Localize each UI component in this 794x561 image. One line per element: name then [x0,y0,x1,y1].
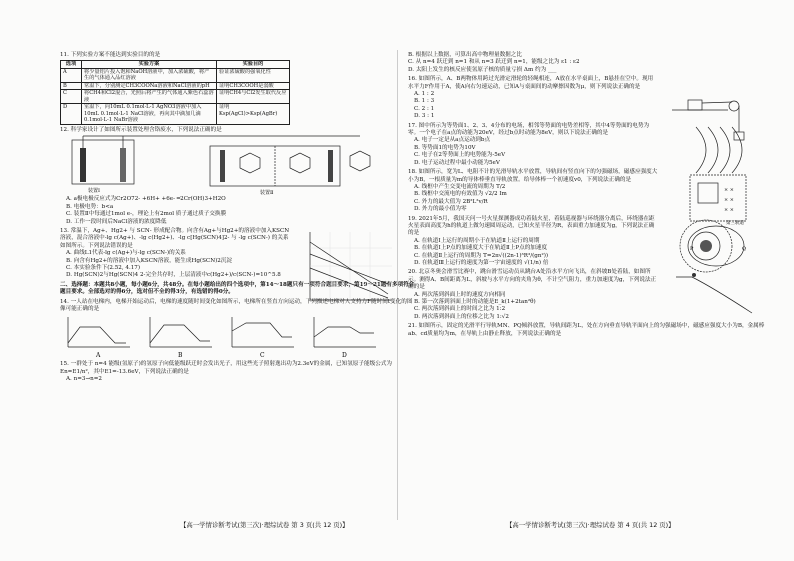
table-row [61,82,290,90]
table-cell: C [61,90,82,104]
question-18 [408,169,766,213]
question-11 [60,52,418,125]
question-14-stem: 14. 一人站在电梯内，电梯开始运动后，电梯的速度随时间变化如图所示，电梯所在竖直方向运动，下列描述电梯对人支持力F随时间t变化的图像可能正确的是 [60,298,413,312]
concentration-line-graph [300,228,396,310]
question-15 [60,361,418,383]
table-cell: 将CH4和Cl2混合，光照后将产生的气体通入紫色石蕊溶液 [82,90,217,104]
grid-lines [310,232,392,300]
field-cross-icon: × × [724,207,734,214]
table-row [61,68,290,82]
table-cell: 室温下，向10mL 0.1mol·L-1 AgNO3溶液中加入10mL 0.1mol·L-1 NaCl溶液，再向其中滴加几滴0.1mol·L-1 NaBr溶液 [82,104,217,125]
question-16-option-d: D. 3 : 1 [414,113,435,120]
question-17-option-a: A. 电子一定是从a点运动到b点 [414,137,491,144]
question-12-option-d: D. 工作一段时间后NaCl溶液的浓度降低 [66,218,167,225]
table-cell: D [61,104,82,125]
question-20-option-a: A. 两次落到斜面上时的速度方向相同 [414,291,506,298]
table-cell: 常温下，分别测定CH3COONa溶液和NaCl溶液的pH [82,82,217,90]
curve-l1 [310,242,388,294]
table-cell: B [61,82,82,90]
equipotential-line-1 [696,127,706,173]
question-12-option-b: B. 电极电势：b<a [66,203,114,210]
question-20-option-d: D. 两次落到斜面上的位移之比为 1:√2 [414,313,509,320]
question-19-option-d: D. 在轨道Ⅲ上运行的速度为第一宇宙速度的 √(1/n) 倍 [414,259,549,266]
electrode-d [328,150,333,182]
curve-l3 [310,268,388,298]
question-18-option-a: A. 线框中产生交变电流的周期为 T/2 [414,183,506,190]
question-12-option-a: A. a极电极反应式为Cr2O72- +6H+ +6e- ═2Cr(OH)3+H2O [66,196,226,203]
pulley-icon [729,101,739,111]
equipotential-line-2 [708,127,718,173]
question-11-stem: 11. 下列实验方案不能达到实验目的的是 [60,52,161,58]
force-time-graphs [60,313,390,359]
graph-a [68,317,130,359]
curve-l2 [310,254,388,284]
question-20-stem: 20. 北京冬奥会滑雪比赛中，跳台滑雪运动员从跳台A处沿水平方向飞出，在斜坡B处着陆，如图所示。测得A、B间距离为L，斜坡与水平方向的夹角为θ，不计空气阻力，重力加速度为g，下列说法正确的是 [408,269,657,291]
right-page-footer: 【高一学情诊断考试(第三次)·理综试卷 第 4 页(共 12 页)】 [506,521,675,529]
question-13 [60,228,418,280]
orbit-label: 第三轨道 [726,220,744,226]
question-15-line: B. 根据以上数据，可算出高中物理量数据之比 [408,52,522,58]
benzene-ring-icon [350,151,370,171]
graph-d [314,317,376,359]
table-row [61,104,290,125]
question-18-option-c: C. 外力的最大值为 2B²L²v/R [414,198,488,205]
question-17-option-c: C. 电子在2等势面上的电势能为-5eV [414,152,506,159]
question-15-line: C. 从 n=4 跃迁到 n=1 和从 n=3 跃迁到 n=1，能级之比为 ε1 : ε2 [408,59,580,66]
question-16-option-c: C. 2 : 1 [414,105,435,112]
question-17 [408,123,766,167]
table-cell: 证明CH3COOH是弱酸 [217,82,290,90]
right-page [408,52,766,340]
question-13-stem: 13. 常温下，Ag+、Hg2+ 与 SCN- 形成配合物。向含有Ag+与Hg2+的溶液中加入KSCN溶液，混合溶液中-lg c(Ag+)、-lg c(Hg2+)、-lg c[Hg(SCN)4]2- 与 -lg c(SCN-) 的关系如图所示。下列说法错误的是 [60,227,290,249]
question-19 [408,216,766,268]
electrode-a [80,148,86,182]
table-cell: 证明Ksp(AgCl)>Ksp(AgBr) [217,104,290,125]
table-header-row [61,61,290,69]
graph-b-label: B [178,352,183,360]
question-19-option-a: A. 在轨道Ⅰ上运行的周期小于在轨道Ⅱ上运行的周期 [414,237,540,244]
field-cross-icon: × × [724,187,734,194]
question-12-option-c: C. 装置Ⅱ中每通过1mol e-，理论上有2mol 质子通过质子交换膜 [66,211,227,218]
question-13-option-d: D. Hg(SCN)2与Hg(SCN)4 2-完全共存时，上层清液中c(Hg2+)/c(SCN-)=10^5.8 [66,272,281,279]
question-17-option-b: B. 等势面1的电势为10V [414,144,476,151]
benzene-ring-icon [240,153,260,173]
table-cell: 证明CH4与Cl2发生取代反应 [217,90,290,104]
table-cell: 验证浓硫酸的强氧化性 [217,68,290,82]
field-cross-icon: × × [724,197,734,204]
skier-icon [692,273,696,277]
planet-icon [700,240,712,252]
graph-d-label: D [342,352,347,360]
question-20 [408,269,766,321]
graph-b [150,317,212,359]
question-15-line: D. 太阳上发生的核反应使氢原子核的质量亏损 Δm 约为 ___ [408,66,557,73]
question-19-stem: 19. 2021年5月，我国天问一号火星探测器成功着陆火星，着陆巡视器与环绕器分离后，环绕器在距火星表面高度为h的轨道上做匀速圆周运动，已知火星半径为R，表面重力加速度为g，下列说法正确的是 [408,215,655,237]
question-11-table [60,60,290,125]
question-15-stem: 15. 一群处于 n=4 能级(氢原子)的氢原子向低能级跃迁时会发出光子，用这些光子照射逸出功为2.3eV的金属，已知氢原子能级公式为 En=E1/n²，其中E1=-13.6eV，下列说法正确的是 [60,361,392,375]
question-19-option-b: B. 在轨道Ⅰ上P点的加速度大于在轨道Ⅱ上P点的加速度 [414,245,548,252]
rope [702,102,732,103]
section-2-heading: 二、选择题：本题共8小题，每小题6分，共48分。在每小题给出的四个选项中，第14～18题只有一项符合题目要求，第19～21题有多项符合题目要求。全部选对的得6分，选对但不全的得3分，有选错的得0分。 [60,281,415,296]
question-16 [408,76,766,120]
question-21 [408,323,766,338]
question-21-stem: 21. 如图所示，固定的光滑平行导轨MN、PQ倾斜放置，导轨间距为L，处在方向垂直导轨平面向上的匀强磁场中，磁感应强度大小为B，金属棒ab、cd质量均为m，在导轨上由静止释放，下列说法正确的是 [408,323,765,337]
question-18-option-d: D. 外力的最小值为零 [414,206,467,213]
point-q-label: Q [742,245,747,252]
ski-slope-figure [672,269,756,319]
question-12 [60,127,418,226]
electrode-b [120,148,126,182]
question-18-stem: 18. 如图所示，宽为L、电阻不计的光滑导轨水平放置，导轨间有竖直向下的匀强磁场，磁感应强度大小为B，一根质量为m的导体棒垂直导轨放置。给导体棒一个初速度v0，下列说法正确的是 [408,169,658,183]
orbit-2 [688,226,747,266]
question-20-option-b: B. 第一次落到斜面上时的动能是E_k(1+2tan²θ) [414,299,536,305]
table-header: 选项 [61,61,82,69]
table-header: 实验方案 [82,61,217,69]
question-20-option-c: C. 两次落到斜面上的时间之比为 1:2 [414,306,506,313]
table-cell: 将少量铝片投入饱和NaOH溶液中，加入浓硫酸，将产生的气体通入品红溶液 [82,68,217,82]
question-16-option-a: A. 1 : 2 [414,91,435,98]
equipotential-line-3 [720,127,730,173]
question-15-option-a: A. n=3→n=2 [66,376,102,383]
benzene-ring-icon [290,153,310,173]
left-page [60,52,418,386]
question-13-option-a: A. 曲线L1代表-lg c(Ag+)与-lg c(SCN-)的关系 [66,250,186,257]
figure-1-label: 装置Ⅰ [88,188,100,195]
question-16-option-b: B. 1 : 3 [414,98,435,105]
table-header: 实验目的 [217,61,290,69]
question-13-option-b: B. 向含有Hg2+的溶液中加入KSCN溶液，能生成Hg(SCN)2沉淀 [66,257,233,264]
coil-loop [698,183,718,203]
graph-c [232,317,294,359]
question-13-option-c: C. 本实验条件下(2.52, 4.17) [66,264,141,271]
orbit-figure [670,216,760,276]
electrode-c [220,150,225,182]
question-19-option-c: C. 在轨道Ⅱ上运行的周期为 T=2π√((2n-1)³R³/(gn²)) [414,252,549,259]
electrolysis-apparatus-figure [60,134,390,196]
slope-line [676,277,752,313]
question-17-stem: 17. 图中所示为等势面1、2、3、4分布的电场，相邻等势面的电势差相等，其中4等势面的电势为零。一个电子在a点的动能为20eV，经过b点时动能为8eV，则以下说法正确的是 [408,122,650,137]
equipotential-line-4 [732,127,742,173]
left-page-footer: 【高一学情诊断考试(第三次)·理综试卷 第 3 页(共 12 页)】 [180,521,349,529]
graph-a-label: A [96,352,101,360]
graph-c-label: C [260,352,265,360]
question-15-continued [408,52,766,74]
block-a [688,100,702,110]
point-p-label: P [690,245,694,252]
table-row [61,90,290,104]
question-12-stem: 12. 科学家设计了如图所示装置处理含铬废水，下列说法正确的是 [60,126,222,133]
table-cell: A [61,68,82,82]
question-17-option-d: D. 电子运动过程中最小动能为5eV [414,159,500,166]
question-18-option-b: B. 线框中交流电的有效值为 √2/2 Im [414,191,507,198]
question-16-stem: 16. 如图所示，A、B两物体用跨过光滑定滑轮的轻绳相连，A放在水平桌面上，B悬挂在空中。现用水平力F作用于A，使A向右匀速运动，已知A与桌面间的动摩擦因数为μ，则下列说法正确的是 [408,76,654,90]
figure-2-label: 装置Ⅱ [260,190,274,197]
